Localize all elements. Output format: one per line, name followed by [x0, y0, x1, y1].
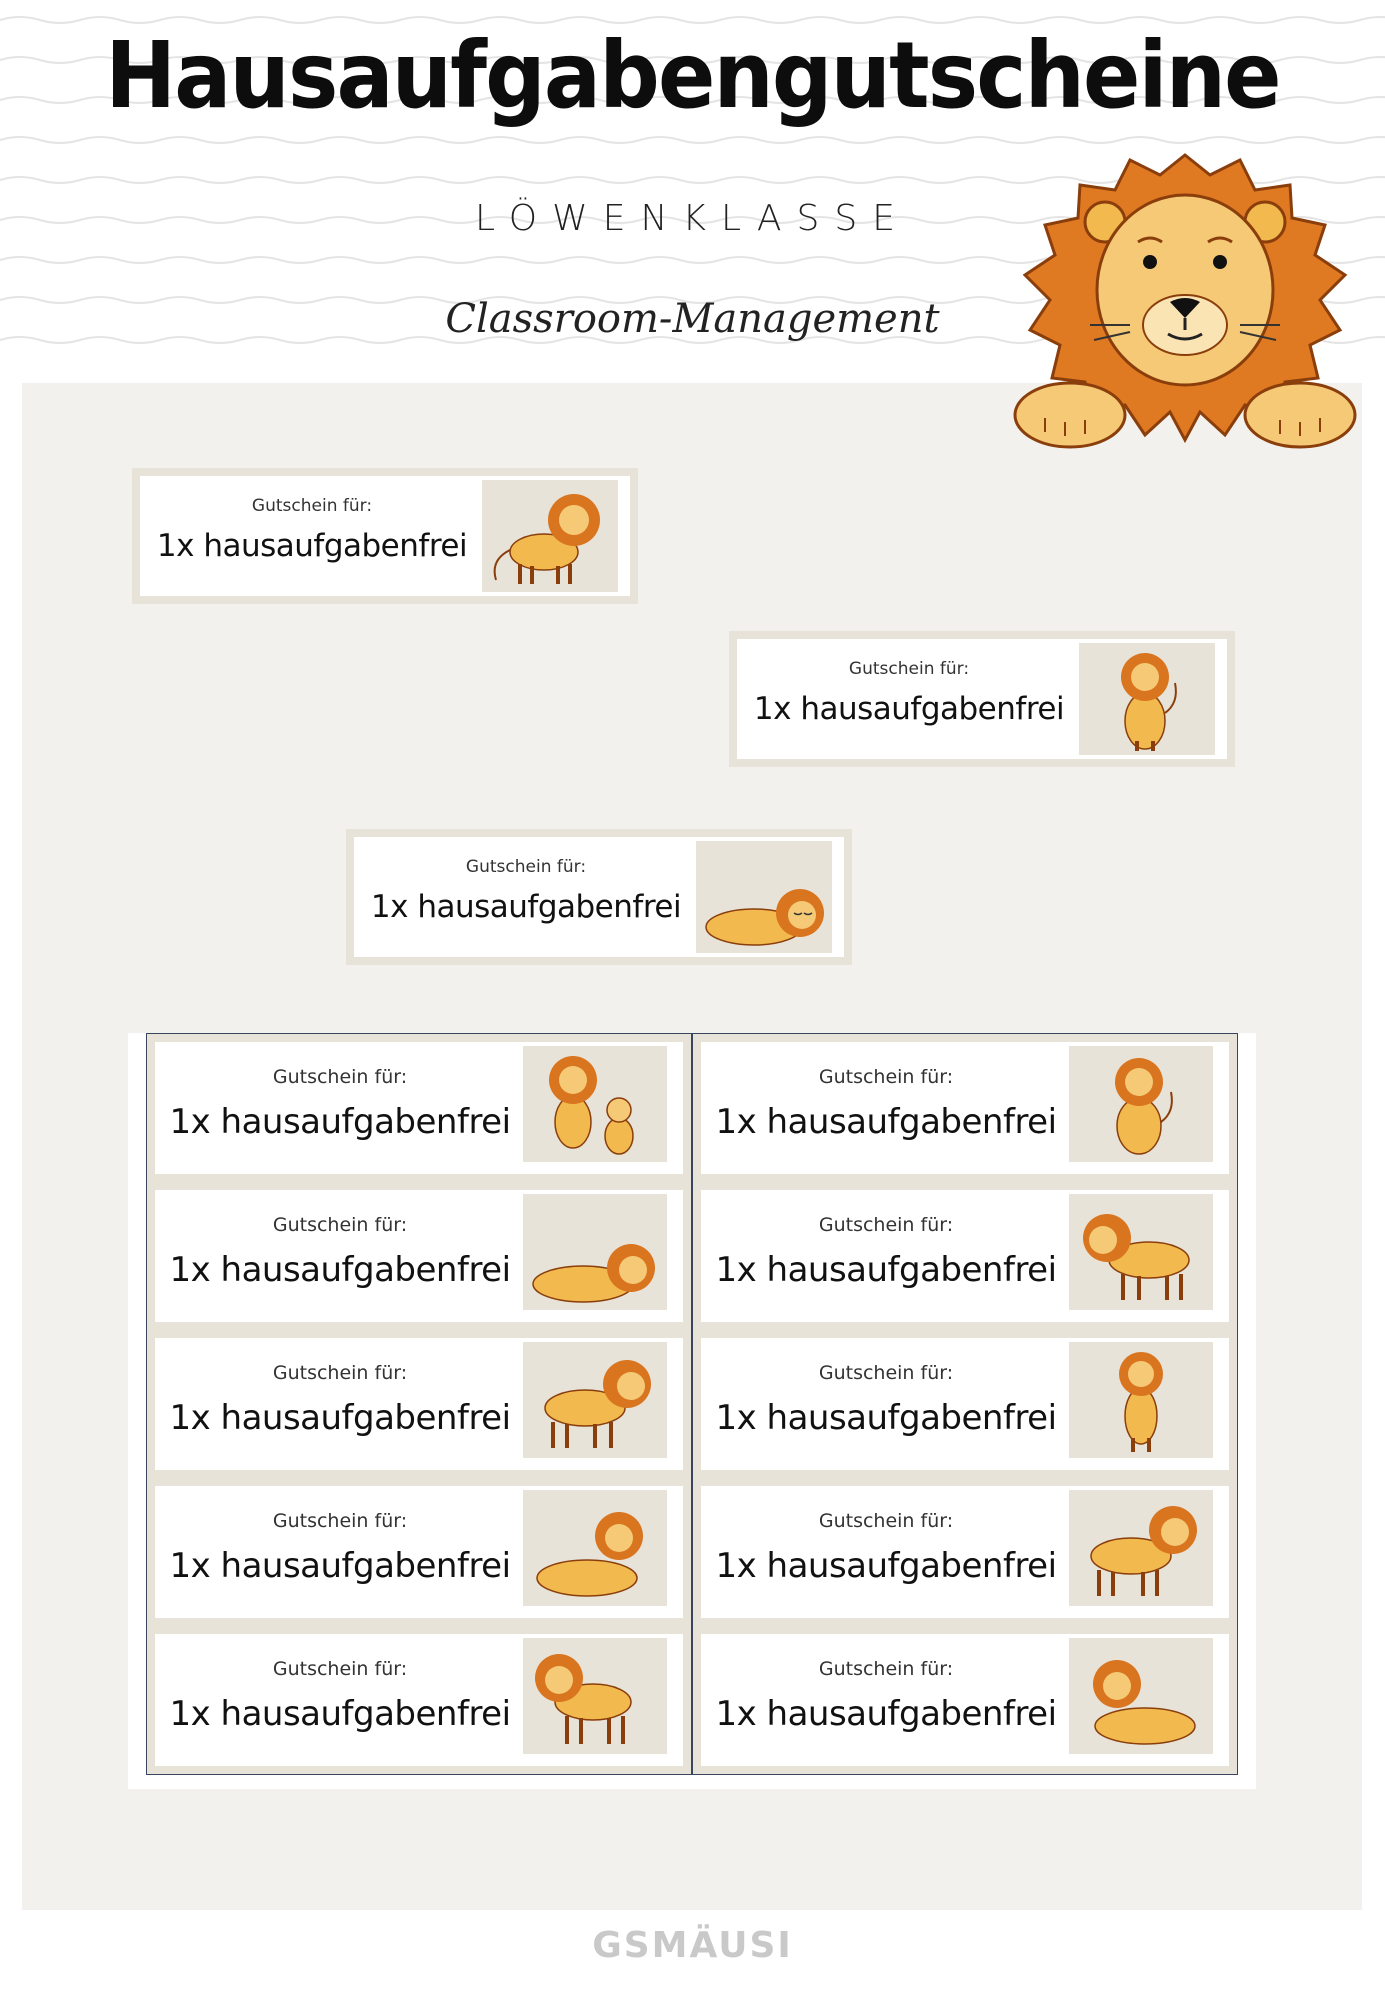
voucher-headline: 1x hausaufgabenfrei [715, 1546, 1057, 1586]
lion-walking-icon [1069, 1194, 1213, 1310]
voucher-headline: 1x hausaufgabenfrei [169, 1398, 511, 1438]
voucher-headline: 1x hausaufgabenfrei [169, 1250, 511, 1290]
lion-sleeping-icon [696, 841, 832, 953]
voucher-caption: Gutschein für: [272, 1066, 408, 1088]
voucher-caption: Gutschein für: [848, 659, 970, 679]
voucher-caption: Gutschein für: [818, 1510, 954, 1532]
lion-sleeping-icon [523, 1194, 667, 1310]
lion-with-cub-icon [523, 1046, 667, 1162]
lion-lying-icon [1069, 1638, 1213, 1754]
voucher-card [346, 829, 852, 965]
voucher-headline: 1x hausaufgabenfrei [156, 528, 468, 564]
brand-logo: GSMÄUSI [592, 1925, 793, 1966]
lion-standing-icon [482, 480, 618, 592]
voucher-card [132, 468, 638, 604]
subtitle: LÖWENKLASSE [475, 198, 910, 239]
voucher-card [147, 1626, 691, 1774]
voucher-caption: Gutschein für: [272, 1510, 408, 1532]
voucher-card [729, 631, 1235, 767]
voucher-headline: 1x hausaufgabenfrei [715, 1398, 1057, 1438]
voucher-caption: Gutschein für: [272, 1658, 408, 1680]
voucher-card [693, 1034, 1237, 1182]
voucher-caption: Gutschein für: [272, 1362, 408, 1384]
voucher-caption: Gutschein für: [818, 1362, 954, 1384]
voucher-headline: 1x hausaufgabenfrei [169, 1546, 511, 1586]
copyright-mark [1219, 719, 1227, 753]
lion-mascot-icon [1000, 150, 1370, 450]
voucher-grid [146, 1033, 1238, 1775]
voucher-card [693, 1330, 1237, 1478]
voucher-sheet [128, 1033, 1256, 1789]
lion-standing-icon [1069, 1490, 1213, 1606]
lion-sitting-icon [1069, 1046, 1213, 1162]
voucher-card [693, 1626, 1237, 1774]
lion-lying-icon [523, 1490, 667, 1606]
page-title: Hausaufgabengutscheine [105, 22, 1280, 129]
voucher-card [147, 1034, 691, 1182]
lion-sitting-icon [1079, 643, 1215, 755]
voucher-caption: Gutschein für: [818, 1066, 954, 1088]
voucher-card [147, 1478, 691, 1626]
voucher-card [693, 1182, 1237, 1330]
tagline: Classroom-Management [445, 296, 940, 342]
voucher-card [147, 1330, 691, 1478]
lion-standing-front-icon [1069, 1342, 1213, 1458]
voucher-card [147, 1182, 691, 1330]
voucher-caption: Gutschein für: [465, 857, 587, 877]
lion-standing-icon [523, 1638, 667, 1754]
voucher-caption: Gutschein für: [251, 496, 373, 516]
voucher-card [693, 1478, 1237, 1626]
copyright-mark [622, 556, 630, 590]
voucher-headline: 1x hausaufgabenfrei [715, 1102, 1057, 1142]
lion-walking-icon [523, 1342, 667, 1458]
voucher-caption: Gutschein für: [818, 1658, 954, 1680]
voucher-caption: Gutschein für: [272, 1214, 408, 1236]
voucher-headline: 1x hausaufgabenfrei [169, 1102, 511, 1142]
voucher-headline: 1x hausaufgabenfrei [169, 1694, 511, 1734]
voucher-headline: 1x hausaufgabenfrei [370, 889, 682, 925]
voucher-caption: Gutschein für: [818, 1214, 954, 1236]
voucher-headline: 1x hausaufgabenfrei [715, 1694, 1057, 1734]
voucher-headline: 1x hausaufgabenfrei [715, 1250, 1057, 1290]
voucher-headline: 1x hausaufgabenfrei [753, 691, 1065, 727]
copyright-mark [836, 917, 844, 951]
